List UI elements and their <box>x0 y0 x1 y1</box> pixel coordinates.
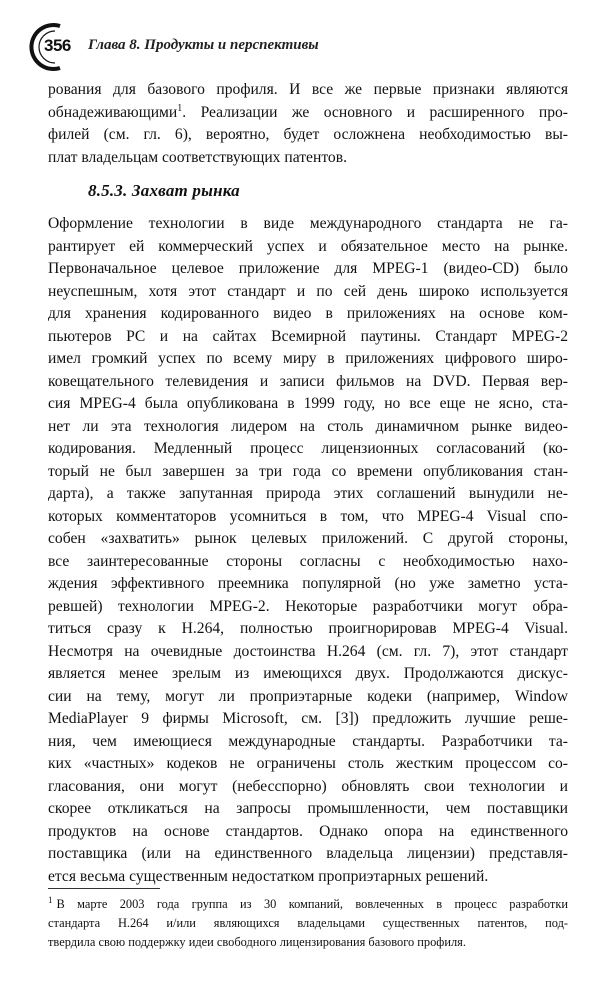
footnote-divider <box>48 888 160 889</box>
text-line: нет ли эта технология лидером на столь динамичном рынке видео- <box>48 417 568 435</box>
text-line: торый не был завершен за три года со времени опубликования стан- <box>48 462 568 480</box>
text-line: ревшей) технологии MPEG-2. Некоторые разработчики могут обра- <box>48 597 568 615</box>
footnote-text: В марте 2003 года группа из 30 компаний, вовлеченных в процесс разработки <box>56 897 568 911</box>
text-line: Оформление технологии в виде международного стандарта не га- <box>48 215 568 232</box>
text-line: которых комментаторов усомниться в том, что MPEG-4 Visual спо- <box>48 507 568 525</box>
text-line: Первоначальное целевое приложение для MPEG-1 (видео-CD) было <box>48 260 568 277</box>
text-line: титься сразу к H.264, полностью проигнорировав MPEG-4 Visual. <box>48 620 568 637</box>
text-line: Несмотря на очевидные достоинства H.264 (см. гл. 7), этот стандарт <box>48 642 568 660</box>
text-line: неуспешным, хотя этот стандарт и по сей день широко используется <box>48 282 568 300</box>
text-line: поставщика (или на единственного владельца лицензии) представля- <box>48 845 568 862</box>
section-heading: 8.5.3. Захват рынка <box>88 181 240 200</box>
running-header <box>22 22 582 72</box>
footnote-reference[interactable]: 1 <box>177 102 183 114</box>
text-line: кодирования. Медленный процесс лицензионных согласований (ко- <box>48 440 568 457</box>
text-line: ких «частных» кодеков не ограничены столь жестким процессом со- <box>48 755 568 772</box>
text-line: имел громкий успех по всему миру в приложениях цифрового широ- <box>48 350 568 367</box>
text-line: дарта), а также запутанная природа этих соглашений вынудили не- <box>48 485 568 502</box>
text-line: ния, чем имеющиеся международные стандарты. Разработчики та- <box>48 732 568 750</box>
text-fragment: обнадеживающими <box>48 103 178 121</box>
text-line: ется весьма существенным недостатком проприэтарных решений. <box>48 867 489 885</box>
text-line: ковещательного телевидения и записи фильмов на DVD. Первая вер- <box>48 372 568 390</box>
text-line: сия MPEG-4 была опубликована в 1999 году, но все еще не ясно, ста- <box>48 395 568 412</box>
text-line: MediaPlayer 9 фирмы Microsoft, см. [3]) предложить лучшие реше- <box>48 710 568 727</box>
footnote-line <box>48 895 568 914</box>
text-line: сии на тему, могут ли проприэтарные кодеки (например, Window <box>48 687 568 705</box>
text-line: пьютеров PC и на сайтах Всемирной паутины. Стандарт MPEG-2 <box>48 327 568 345</box>
text-line: плат владельцам соответствующих патентов. <box>48 148 347 166</box>
text-line: гласования, они могут (небесспорно) обновлять свои технологии и <box>48 777 568 795</box>
text-line: является менее зрелым из имеющихся двух. Продолжаются дискус- <box>48 665 568 682</box>
footnote-marker: 1 <box>48 894 53 905</box>
text-line: рантирует ей коммерческий успех и обязательное место на рынке. <box>48 237 568 255</box>
text-line: ждения эффективного преемника популярной (но уже заметно уста- <box>48 575 568 592</box>
text-line: рования для базового профиля. И все же первые признаки являются <box>48 81 568 98</box>
main-paragraph <box>48 213 568 888</box>
text-line: все заинтересованные стороны согласны с необходимостью нахо- <box>48 552 568 570</box>
text-line: филей (см. гл. 6), вероятно, будет осложнена необходимостью вы- <box>48 126 568 143</box>
text-fragment: . Реализации же основного и расширенного про- <box>182 103 568 121</box>
footnote-line: твердила свою поддержку идеи свободного лицензирования базового профиля. <box>48 935 466 949</box>
text-line: собен «захватить» рынок целевых приложений. С другой стороны, <box>48 530 568 547</box>
text-line: продуктов на основе стандартов. Однако опора на единственного <box>48 822 568 840</box>
text-line <box>48 102 568 125</box>
footnote <box>48 895 568 952</box>
text-line: скорее откликаться на запросы промышленности, чем поставщики <box>48 800 568 817</box>
text-line: для хранения кодированного видео в приложениях на основе ком- <box>48 305 568 322</box>
page-number-badge <box>22 22 84 72</box>
intro-paragraph <box>48 79 568 169</box>
footnote-line: стандарта H.264 и/или являющихся владельцами существенных патентов, под- <box>48 916 568 930</box>
page-number: 356 <box>44 36 71 55</box>
running-title: Глава 8. Продукты и перспективы <box>88 37 319 53</box>
